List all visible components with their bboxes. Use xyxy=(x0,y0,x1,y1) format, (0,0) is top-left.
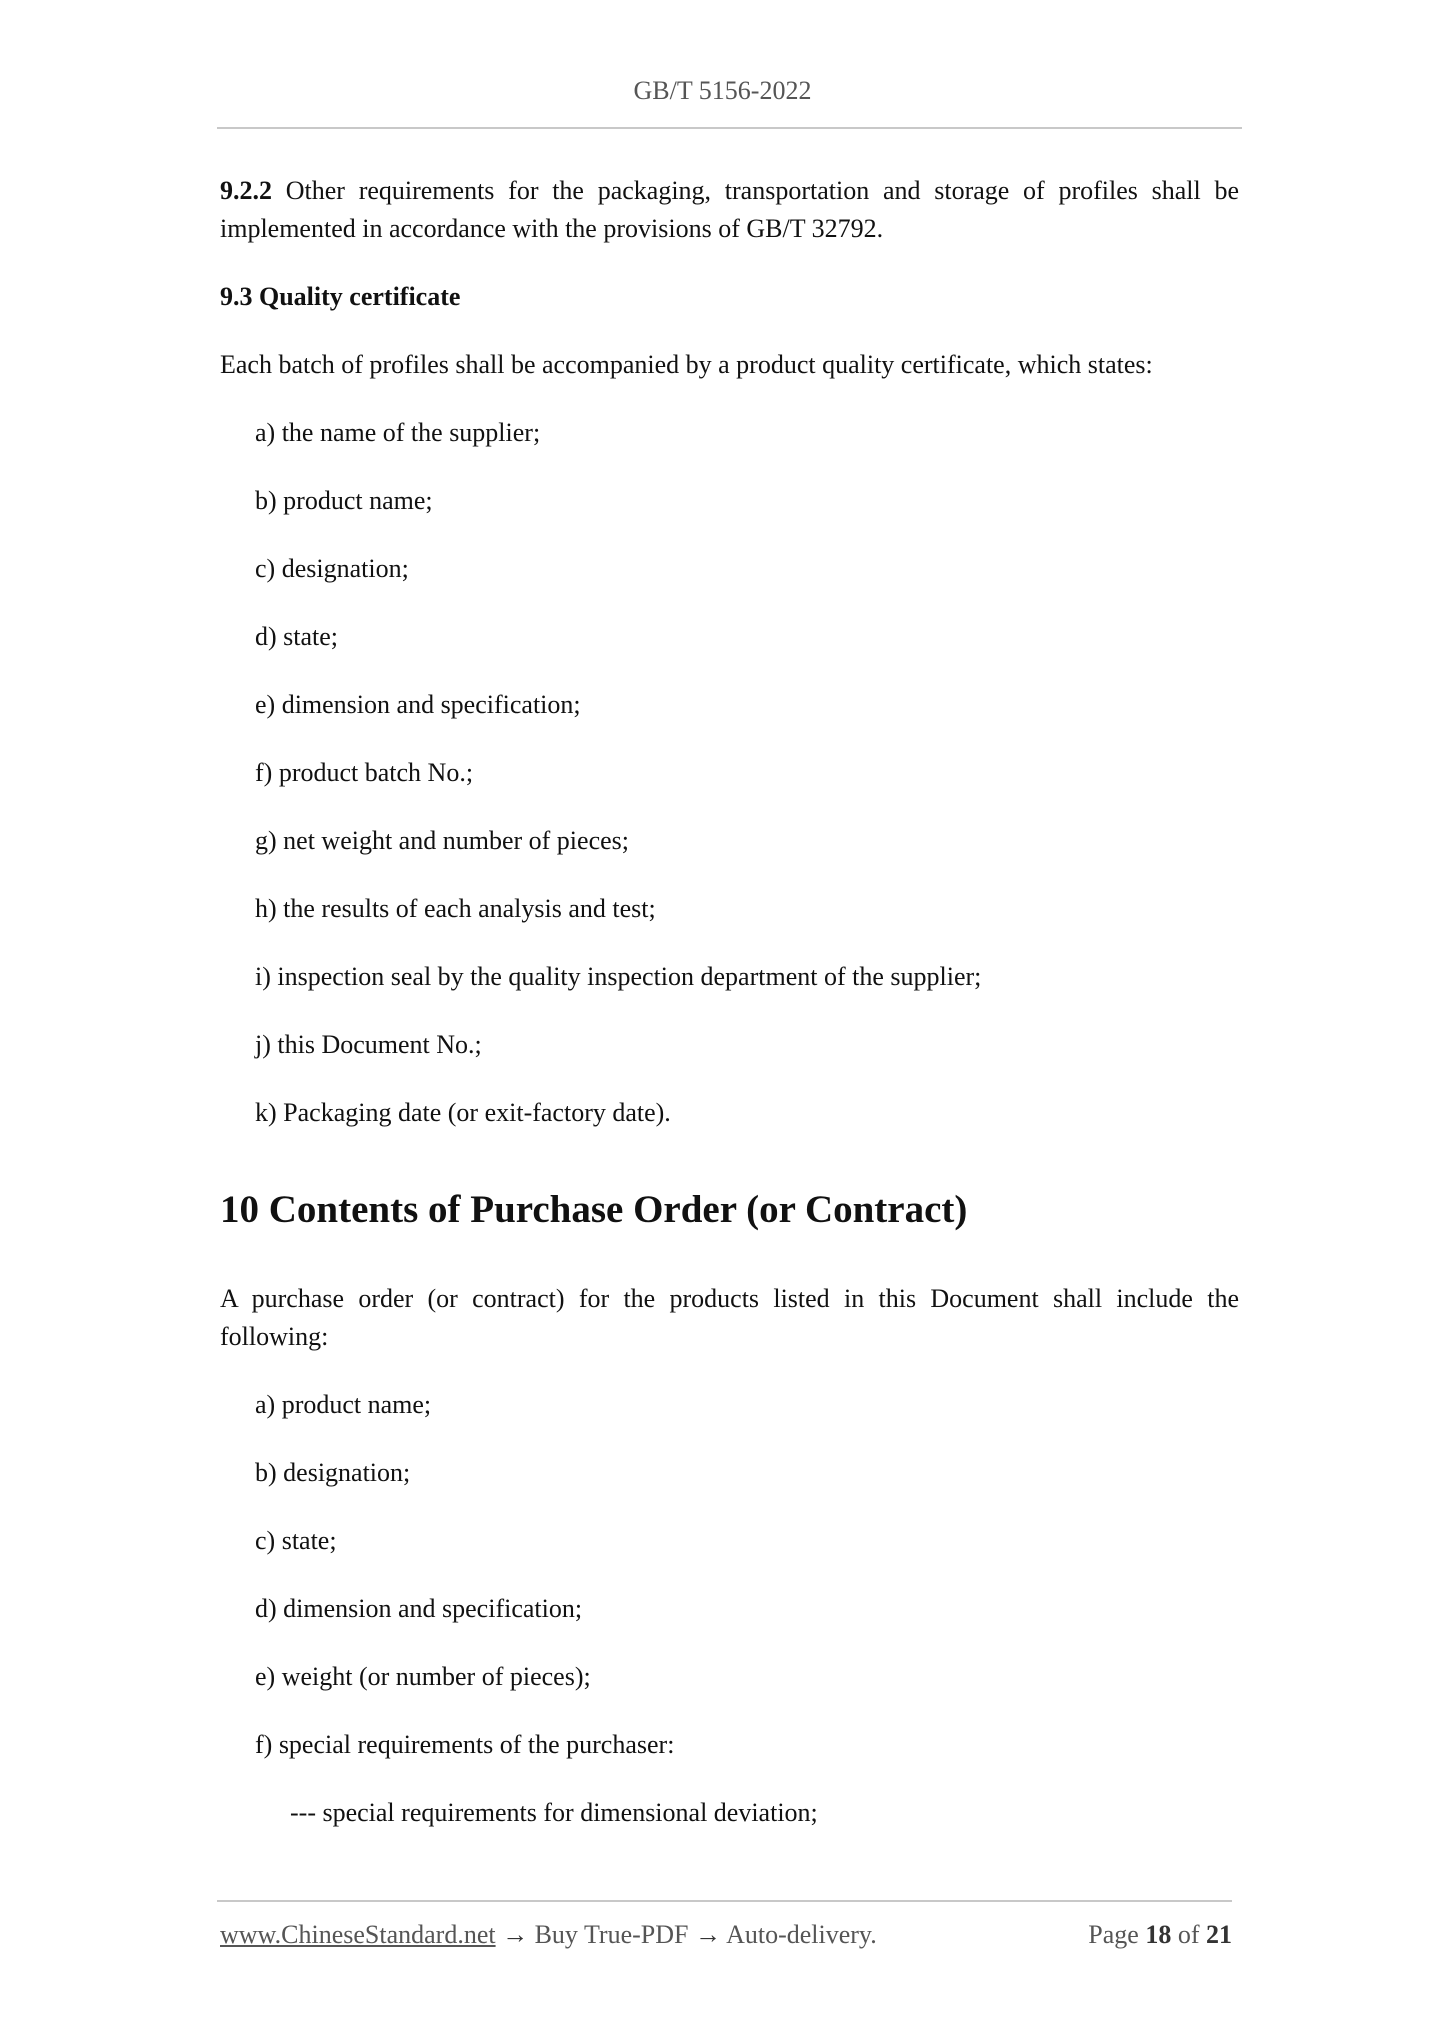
list-item: a) product name; xyxy=(255,1390,432,1419)
purchase-order-list xyxy=(220,1386,1239,1832)
subsection-9-3-intro: Each batch of profiles shall be accompanied by a product quality certificate, which states: xyxy=(220,350,1153,379)
list-item: b) designation; xyxy=(255,1458,411,1487)
list-item: d) state; xyxy=(255,622,339,651)
page-number xyxy=(1088,1920,1232,1950)
list-item: b) product name; xyxy=(255,486,433,515)
page-total: 21 xyxy=(1206,1920,1232,1949)
list-item: c) state; xyxy=(255,1526,337,1555)
list-item: d) dimension and specification; xyxy=(255,1594,583,1623)
subsection-heading-9-3: 9.3 Quality certificate xyxy=(220,282,461,311)
chinesestandard-link[interactable]: www.ChineseStandard.net xyxy=(220,1920,496,1949)
list-item: f) product batch No.; xyxy=(255,758,474,787)
list-item: i) inspection seal by the quality inspection department of the supplier; xyxy=(255,962,982,991)
document-header-title: GB/T 5156-2022 xyxy=(633,76,812,105)
page-label: Page xyxy=(1088,1920,1139,1949)
list-item: e) weight (or number of pieces); xyxy=(255,1662,591,1691)
arrow-right-icon: → xyxy=(695,1920,721,1949)
list-item: h) the results of each analysis and test; xyxy=(255,894,656,923)
page-of-label: of xyxy=(1177,1920,1200,1949)
list-item: e) dimension and specification; xyxy=(255,690,581,719)
section-10-intro: A purchase order (or contract) for the products listed in this Document shall include the following: xyxy=(220,1284,1239,1351)
list-item: g) net weight and number of pieces; xyxy=(255,826,629,855)
footer-divider xyxy=(217,1900,1232,1902)
page-current: 18 xyxy=(1145,1920,1172,1949)
document-body xyxy=(220,172,1239,1862)
list-item: k) Packaging date (or exit-factory date). xyxy=(255,1098,671,1127)
sub-list-item: --- special requirements for dimensional deviation; xyxy=(290,1798,818,1827)
footer-promo xyxy=(220,1920,877,1950)
clause-text: Other requirements for the packaging, transportation and storage of profiles shall be implemented in accordance with the provisions of GB/T 32792. xyxy=(220,176,1240,243)
buy-true-pdf-text: Buy True-PDF xyxy=(534,1920,689,1949)
auto-delivery-text: Auto-delivery. xyxy=(726,1920,877,1949)
clause-number: 9.2.2 xyxy=(220,176,272,205)
clause-9-2-2 xyxy=(220,172,1239,248)
section-heading-10: 10 Contents of Purchase Order (or Contract) xyxy=(220,1188,968,1231)
arrow-right-icon: → xyxy=(502,1920,529,1949)
list-item: j) this Document No.; xyxy=(255,1030,482,1059)
header-divider xyxy=(217,127,1242,129)
quality-certificate-list xyxy=(220,414,1239,1132)
list-item: f) special requirements of the purchaser: xyxy=(255,1730,675,1759)
list-item: c) designation; xyxy=(255,554,409,583)
list-item: a) the name of the supplier; xyxy=(255,418,541,447)
